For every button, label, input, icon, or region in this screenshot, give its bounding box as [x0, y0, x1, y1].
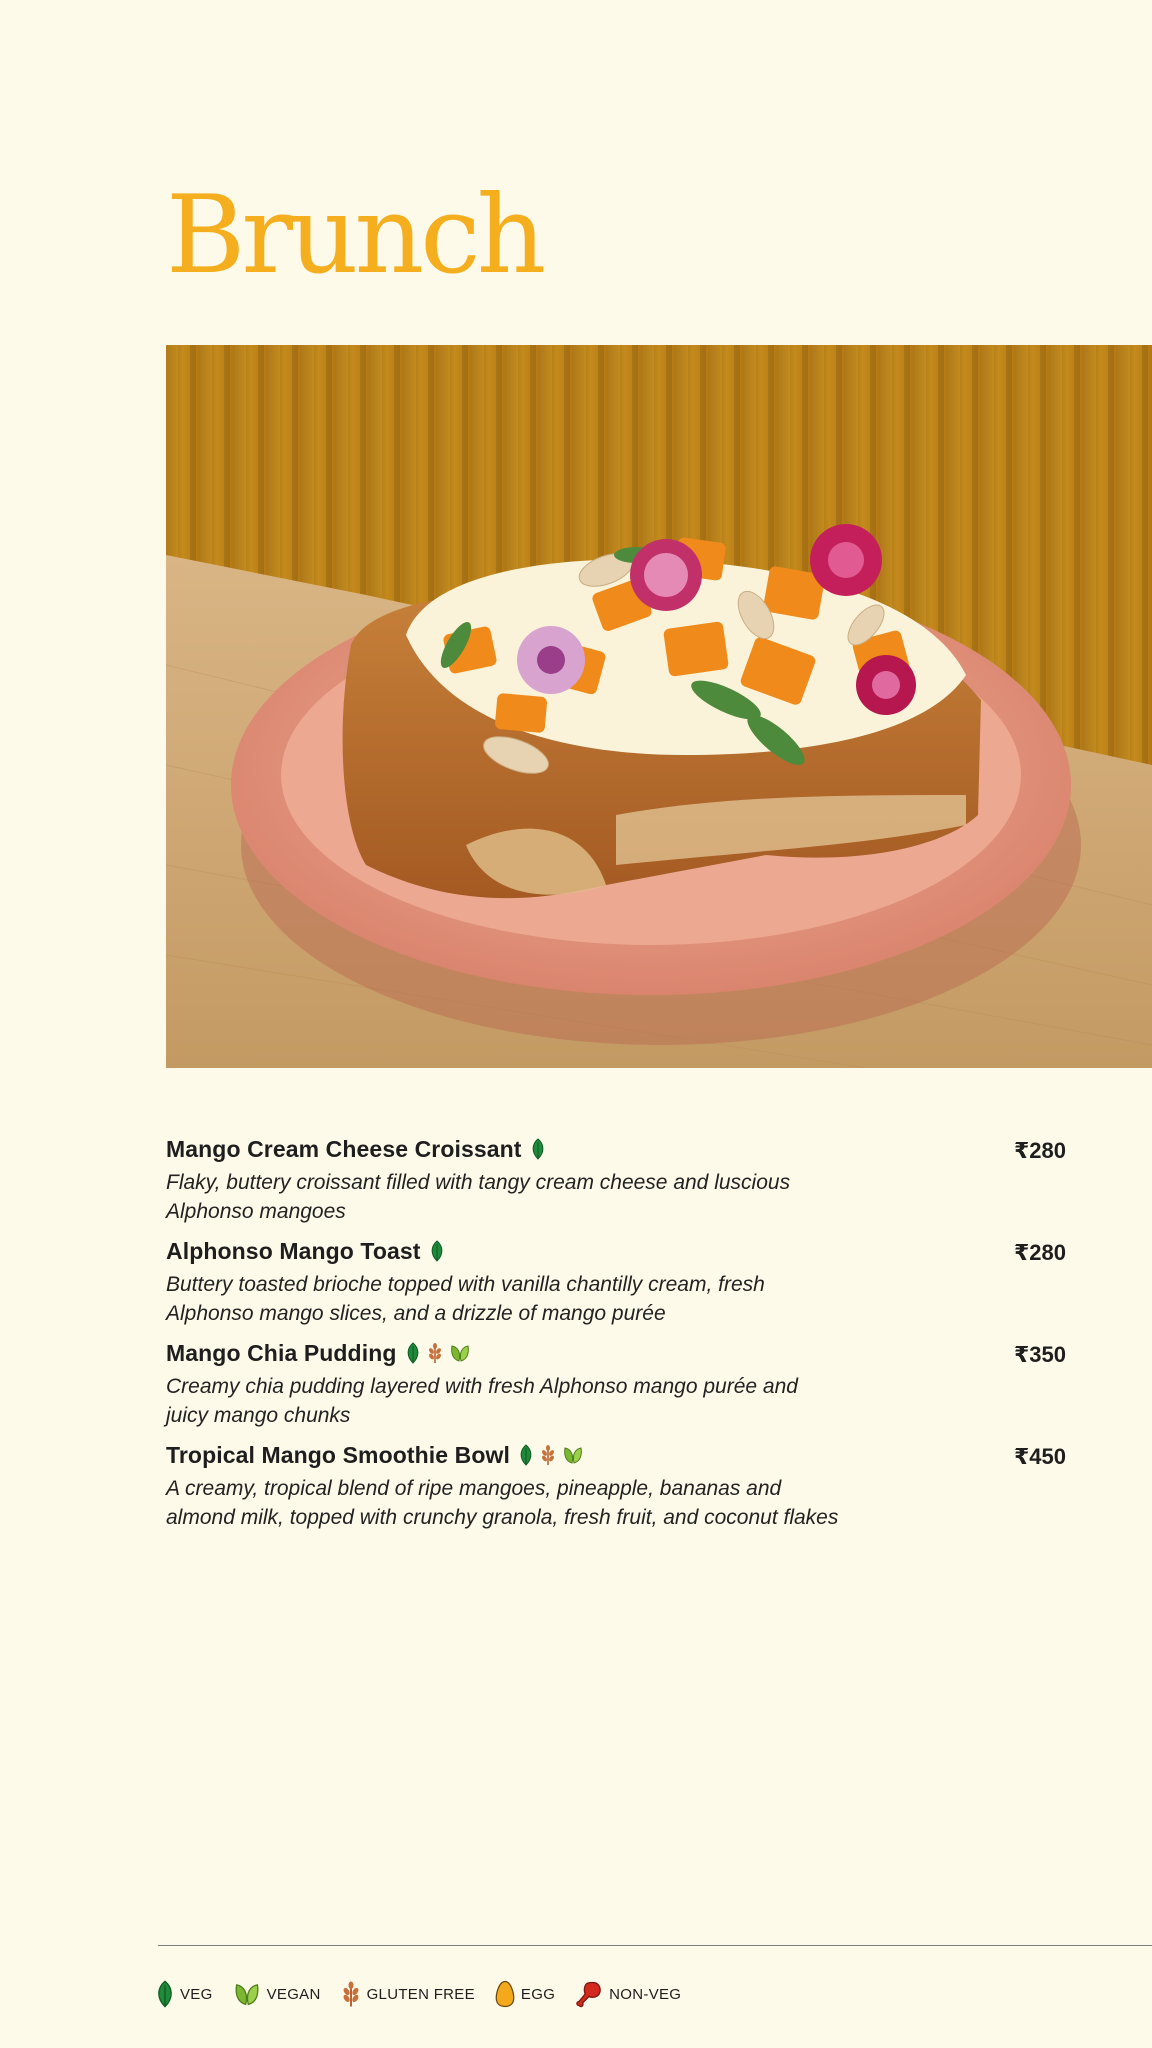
menu-item — [166, 1232, 1066, 1334]
veg-leaf-icon — [519, 1444, 533, 1466]
page-title: Brunch — [166, 173, 543, 298]
menu-list — [166, 1130, 1066, 1538]
item-price: ₹280 — [1013, 1240, 1066, 1265]
item-price: ₹280 — [1013, 1138, 1066, 1163]
hero-dish-photo — [166, 345, 1152, 1068]
veg-leaf-icon — [156, 1980, 174, 2008]
vegan-leaves-icon — [233, 1981, 261, 2007]
veg-leaf-icon — [430, 1240, 444, 1262]
item-price: ₹350 — [1013, 1342, 1066, 1367]
legend-item-egg: EGG — [495, 1980, 555, 2008]
item-description: A creamy, tropical blend of ripe mangoes, pineapple, bananas and almond milk, topped with crunchy granola, fresh fruit, and coconut flakes — [166, 1477, 839, 1529]
wheat-icon — [427, 1342, 443, 1364]
item-name: Mango Chia Pudding — [166, 1339, 397, 1366]
item-description: Flaky, buttery croissant filled with tangy cream cheese and luscious Alphonso mangoes — [166, 1171, 791, 1223]
item-price: ₹450 — [1013, 1444, 1066, 1469]
menu-item — [166, 1334, 1066, 1436]
veg-leaf-icon — [406, 1342, 420, 1364]
vegan-leaves-icon — [563, 1445, 583, 1465]
dietary-legend — [156, 1980, 701, 2008]
drumstick-icon — [575, 1980, 603, 2008]
item-name: Alphonso Mango Toast — [166, 1237, 421, 1264]
legend-item-vegan: VEGAN — [233, 1981, 321, 2007]
legend-divider — [158, 1945, 1152, 1946]
item-name: Mango Cream Cheese Croissant — [166, 1135, 522, 1162]
legend-item-veg: VEG — [156, 1980, 213, 2008]
vegan-leaves-icon — [450, 1343, 470, 1363]
egg-icon — [495, 1980, 515, 2008]
menu-item — [166, 1436, 1066, 1538]
menu-item — [166, 1130, 1066, 1232]
veg-leaf-icon — [531, 1138, 545, 1160]
legend-item-non-veg: NON-VEG — [575, 1980, 681, 2008]
wheat-icon — [540, 1444, 556, 1466]
item-description: Buttery toasted brioche topped with vanilla chantilly cream, fresh Alphonso mango slices, and a drizzle of mango purée — [166, 1273, 765, 1325]
item-description: Creamy chia pudding layered with fresh Alphonso mango purée and juicy mango chunks — [166, 1375, 798, 1427]
item-name: Tropical Mango Smoothie Bowl — [166, 1441, 510, 1468]
legend-item-gluten-free: GLUTEN FREE — [341, 1980, 475, 2008]
wheat-icon — [341, 1980, 361, 2008]
